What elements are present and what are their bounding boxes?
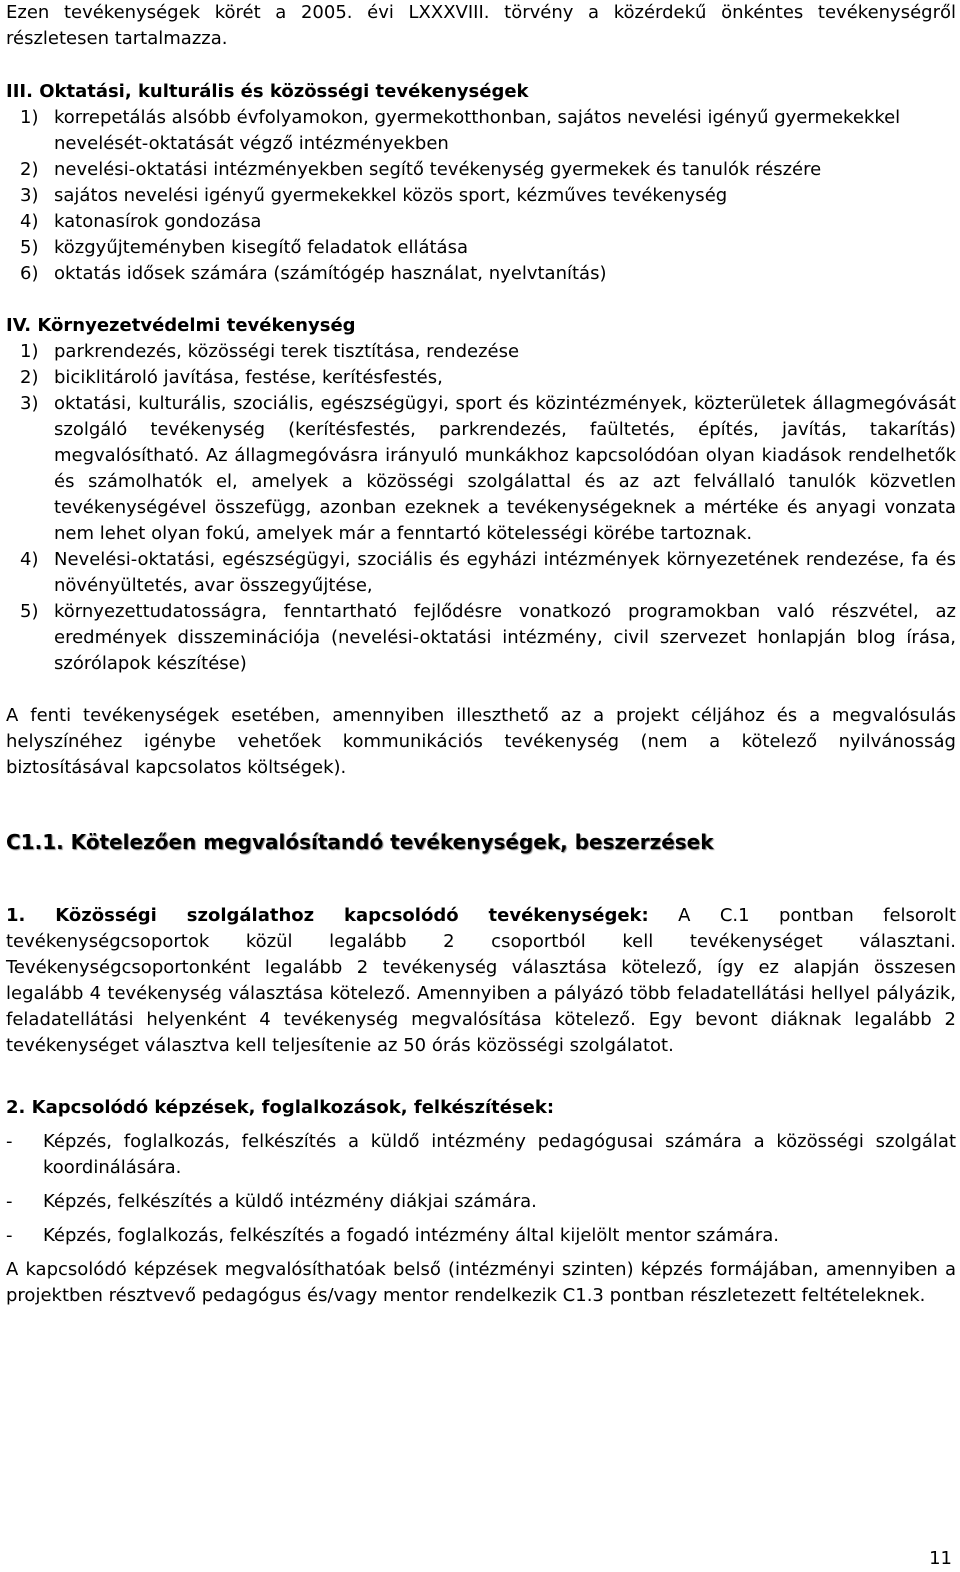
section-iv-list — [20, 339, 956, 677]
list-item: 1) parkrendezés, közösségi terek tisztítása, rendezése — [20, 341, 520, 362]
document-page — [6, 0, 956, 1309]
list-item: 2) nevelési-oktatási intézményekben segítő tevékenység gyermekek és tanulók részére — [20, 159, 822, 180]
list-item: - Képzés, foglalkozás, felkészítés a fogadó intézmény által kijelölt mentor számára. — [6, 1225, 779, 1246]
list-item: 3) sajátos nevelési igényű gyermekekkel közös sport, kézműves tevékenység — [20, 185, 728, 206]
section-iv-title: IV. Környezetvédelmi tevékenység — [6, 315, 356, 336]
list-item: 5) közgyűjteményben kisegítő feladatok ellátása — [20, 237, 468, 258]
trainings-closing-paragraph: A kapcsolódó képzések megvalósíthatóak belső (intézményi szinten) képzés formájában, amennyiben a projektben résztvevő pedagógus és/vagy mentor rendelkezik C1.3 pontban részletezett feltételeknek. — [6, 1259, 956, 1306]
section-heading-c11: C1.1. Kötelezően megvalósítandó tevékenységek, beszerzések — [6, 830, 714, 854]
trainings-list — [6, 1129, 956, 1249]
activities-label: 1. Közösségi szolgálathoz kapcsolódó tevékenységek: — [6, 905, 649, 926]
trainings-title: 2. Kapcsolódó képzések, foglalkozások, felkészítések: — [6, 1097, 555, 1118]
list-item: 4) katonasírok gondozása — [20, 211, 262, 232]
list-item: 4) Nevelési-oktatási, egészségügyi, szociális és egyházi intézmények környezetének rendezése, fa és növényültetés, avar összegyűjtése, — [20, 549, 956, 596]
activities-paragraph — [6, 903, 956, 1059]
page-number: 11 — [929, 1548, 952, 1569]
list-item: - Képzés, felkészítés a küldő intézmény diákjai számára. — [6, 1191, 537, 1212]
list-item: - Képzés, foglalkozás, felkészítés a küldő intézmény pedagógusai számára a közösségi szolgálat koordinálására. — [6, 1131, 956, 1178]
list-item: 3) oktatási, kulturális, szociális, egészségügyi, sport és közintézmények, közterületek állagmegóvását szolgáló tevékenység (kerítésfestés, parkrendezés, faültetés, építés, javítás, takarítás) megvalósítható. Az állagmegóvásra irányuló munkákhoz kapcsolódóan olyan kiadások rendelhetők és számolhatók el, amelyek a közösségi szolgálattal és az azt felvállaló tanulók közvetlen tevékenységével összefügg, azonban ezeknek a tevékenységeknek a mértéke és anyagi vonzata nem lehet olyan fokú, amelyek már a fenntartó kötelességi körébe tartoznak. — [20, 393, 956, 544]
costs-paragraph: A fenti tevékenységek esetében, amennyiben illeszthető az a projekt céljához és a megvalósulás helyszínéhez igénybe vehetőek kommunikációs tevékenység (nem a kötelező nyilvánosság biztosításával kapcsolatos költségek). — [6, 705, 956, 778]
list-item: 6) oktatás idősek számára (számítógép használat, nyelvtanítás) — [20, 263, 607, 284]
list-item: 2) biciklitároló javítása, festése, kerítésfestés, — [20, 367, 443, 388]
list-item: 5) környezettudatosságra, fenntartható fejlődésre vonatkozó programokban való részvétel, az eredmények disszeminációja (nevelési-oktatási intézmény, civil szervezet honlapján blog írása, szórólapok készítése) — [20, 601, 956, 674]
activities-text: A C.1 pontban felsorolt tevékenységcsoportok közül legalább 2 csoportból kell tevékenységet választani. Tevékenységcsoportonként legalább 2 tevékenység választása kötelező, így ez alapján összesen legalább 4 tevékenység választása kötelező. Amennyiben a pályázó több feladatellátási hellyel pályázik, feladatellátási helyenként 4 tevékenység megvalósítása kötelező. Egy bevont diáknak legalább 2 tevékenységet választva kell teljesítenie az 50 órás közösségi szolgálatot. — [6, 905, 957, 1056]
section-iii-title: III. Oktatási, kulturális és közösségi tevékenységek — [6, 81, 529, 102]
intro-paragraph: Ezen tevékenységek körét a 2005. évi LXXXVIII. törvény a közérdekű önkéntes tevékenységről részletesen tartalmazza. — [6, 2, 956, 49]
list-item: 1) korrepetálás alsóbb évfolyamokon, gyermekotthonban, sajátos nevelési igényű gyermekekkel nevelését-oktatását végző intézményekben — [20, 107, 901, 154]
section-iii-list — [20, 105, 956, 287]
